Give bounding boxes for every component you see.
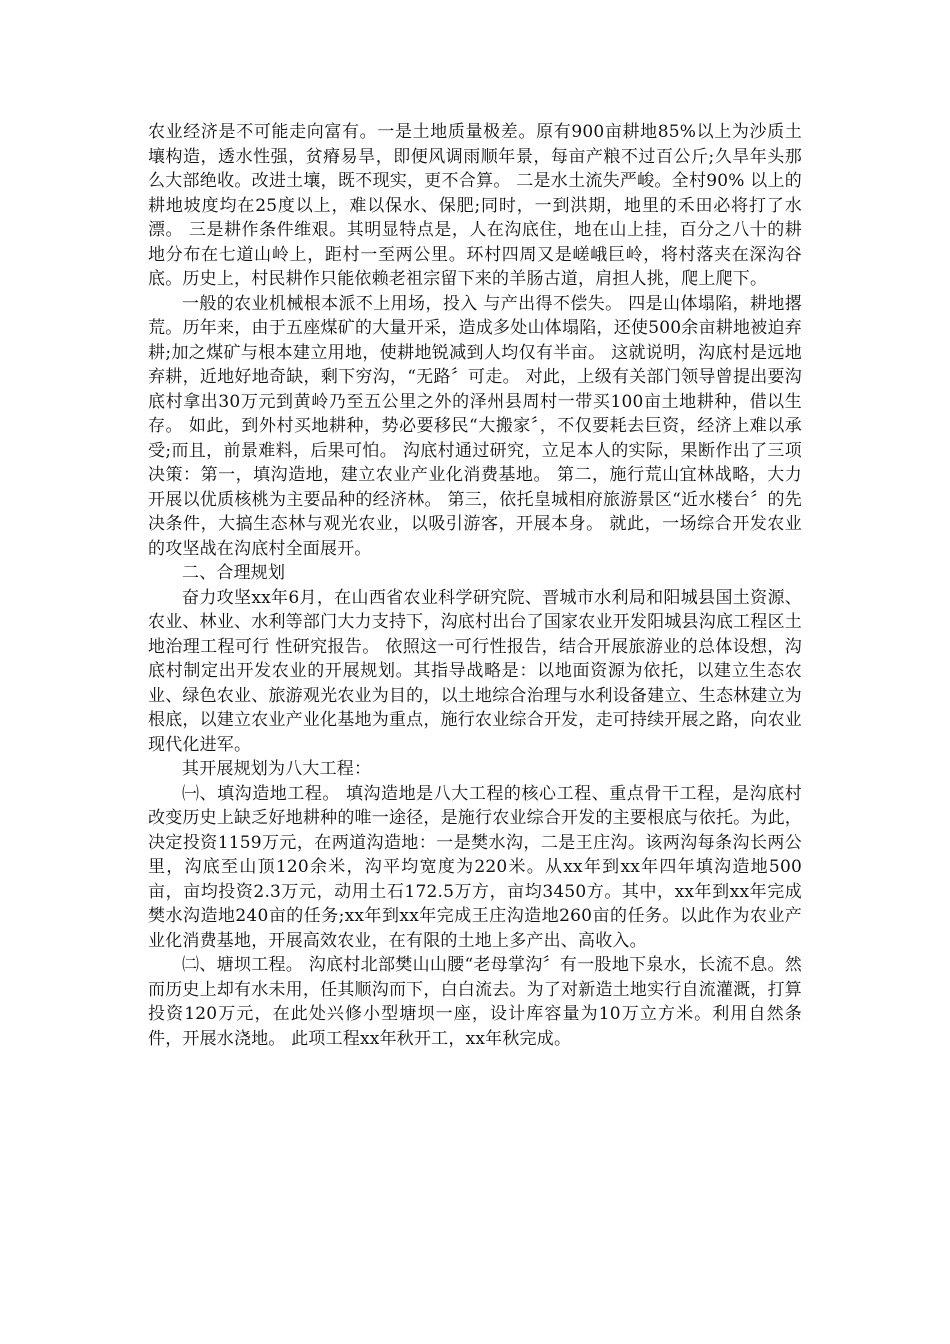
paragraph: 奋力攻坚xx年6月，在山西省农业科学研究院、晋城市水利局和阳城县国土资源、农业、林业、水利等部门大力支持下，沟底村出台了国家农业开发阳城县沟底工程区土地治理工程可行 性研究报告。 依照这一可行性报告，结合开展旅游业的总体设想，沟底村制定出开发农业的开展规划。其指导战略是：以地面资源为依托，以建立生态农业、绿色农业、旅游观光农业为目的，以土地综合治理与水利设备建立、生态林建立为根底，以建立农业产业化基地为重点，施行农业综合开发，走可持续开展之路，向农业现代化进军。 [148,587,802,755]
paragraph: ㈠、填沟造地工程。 填沟造地是八大工程的核心工程、重点骨干工程，是沟底村改变历史上缺乏好地耕种的唯一途径，是施行农业综合开发的主要根底与依托。为此，决定投资1159万元，在两道沟造地：一是樊水沟，二是王庄沟。该两沟每条沟长两公里，沟底至山顶120余米，沟平均宽度为220米。从xx年到xx年四年填沟造地500亩，亩均投资2.3万元，动用土石172.5万方，亩均3450方。其中，xx年到xx年完成樊水沟造地240亩的任务;xx年到xx年完成王庄沟造地260亩的任务。以此作为农业产业化消费基地，开展高效农业，在有限的土地上多产出、高收入。 [148,783,802,951]
paragraph: 一般的农业机械根本派不上用场，投入 与产出得不偿失。 四是山体塌陷，耕地撂荒。历年来，由于五座煤矿的大量开采，造成多处山体塌陷，还使500余亩耕地被迫弃耕;加之煤矿与根本建立用地，使耕地锐减到人均仅有半亩。 这就说明，沟底村是远地弃耕，近地好地奇缺，剩下穷沟，“无路〞可走。 对此，上级有关部门领导曾提出要沟底村拿出30万元到黄岭乃至五公里之外的泽州县周村一带买100亩土地耕种，借以生存。 如此，到外村买地耕种，势必要移民“大搬家〞，不仅要耗去巨资，经济上难以承受;而且，前景难料，后果可怕。 沟底村通过研究，立足本人的实际，果断作出了三项决策：第一，填沟造地，建立农业产业化消费基地。 第二，施行荒山宜林战略，大力开展以优质核桃为主要品种的经济林。 第三，依托皇城相府旅游景区“近水楼台〞的先决条件，大搞生态林与观光农业，以吸引游客，开展本身。 就此，一场综合开发农业的攻坚战在沟底村全面展开。 [148,293,802,559]
paragraph: ㈡、塘坝工程。 沟底村北部樊山山腰“老母掌沟〞有一股地下泉水，长流不息。然而历史上却有水未用，任其顺沟而下，白白流去。为了对新造土地实行自流灌溉，打算投资120万元，在此处兴修小型塘坝一座，设计库容量为10万立方米。利用自然条件，开展水浇地。 此项工程xx年秋开工，xx年秋完成。 [148,955,802,1049]
section-heading: 二、合理规划 [182,563,286,583]
paragraph-continuation: 农业经济是不可能走向富有。一是土地质量极差。原有900亩耕地85%以上为沙质土壤构造，透水性强，贫瘠易旱，即便风调雨顺年景，每亩产粮不过百公斤;久旱年头那么大部绝收。改进土壤，既不现实，更不合算。 二是水土流失严峻。全村90% 以上的耕地坡度均在25度以上，难以保水、保肥;同时，一到洪期，地里的禾田必将打了水漂。 三是耕作条件维艰。其明显特点是，人在沟底住，地在山上挂，百分之八十的耕地分布在七道山岭上，距村一至两公里。环村四周又是嵯峨巨岭，将村落夹在深沟谷底。历史上，村民耕作只能依赖老祖宗留下来的羊肠古道，肩担人挑，爬上爬下。 [148,122,802,289]
document-body [148,120,802,1051]
paragraph: 其开展规划为八大工程： [182,759,372,779]
